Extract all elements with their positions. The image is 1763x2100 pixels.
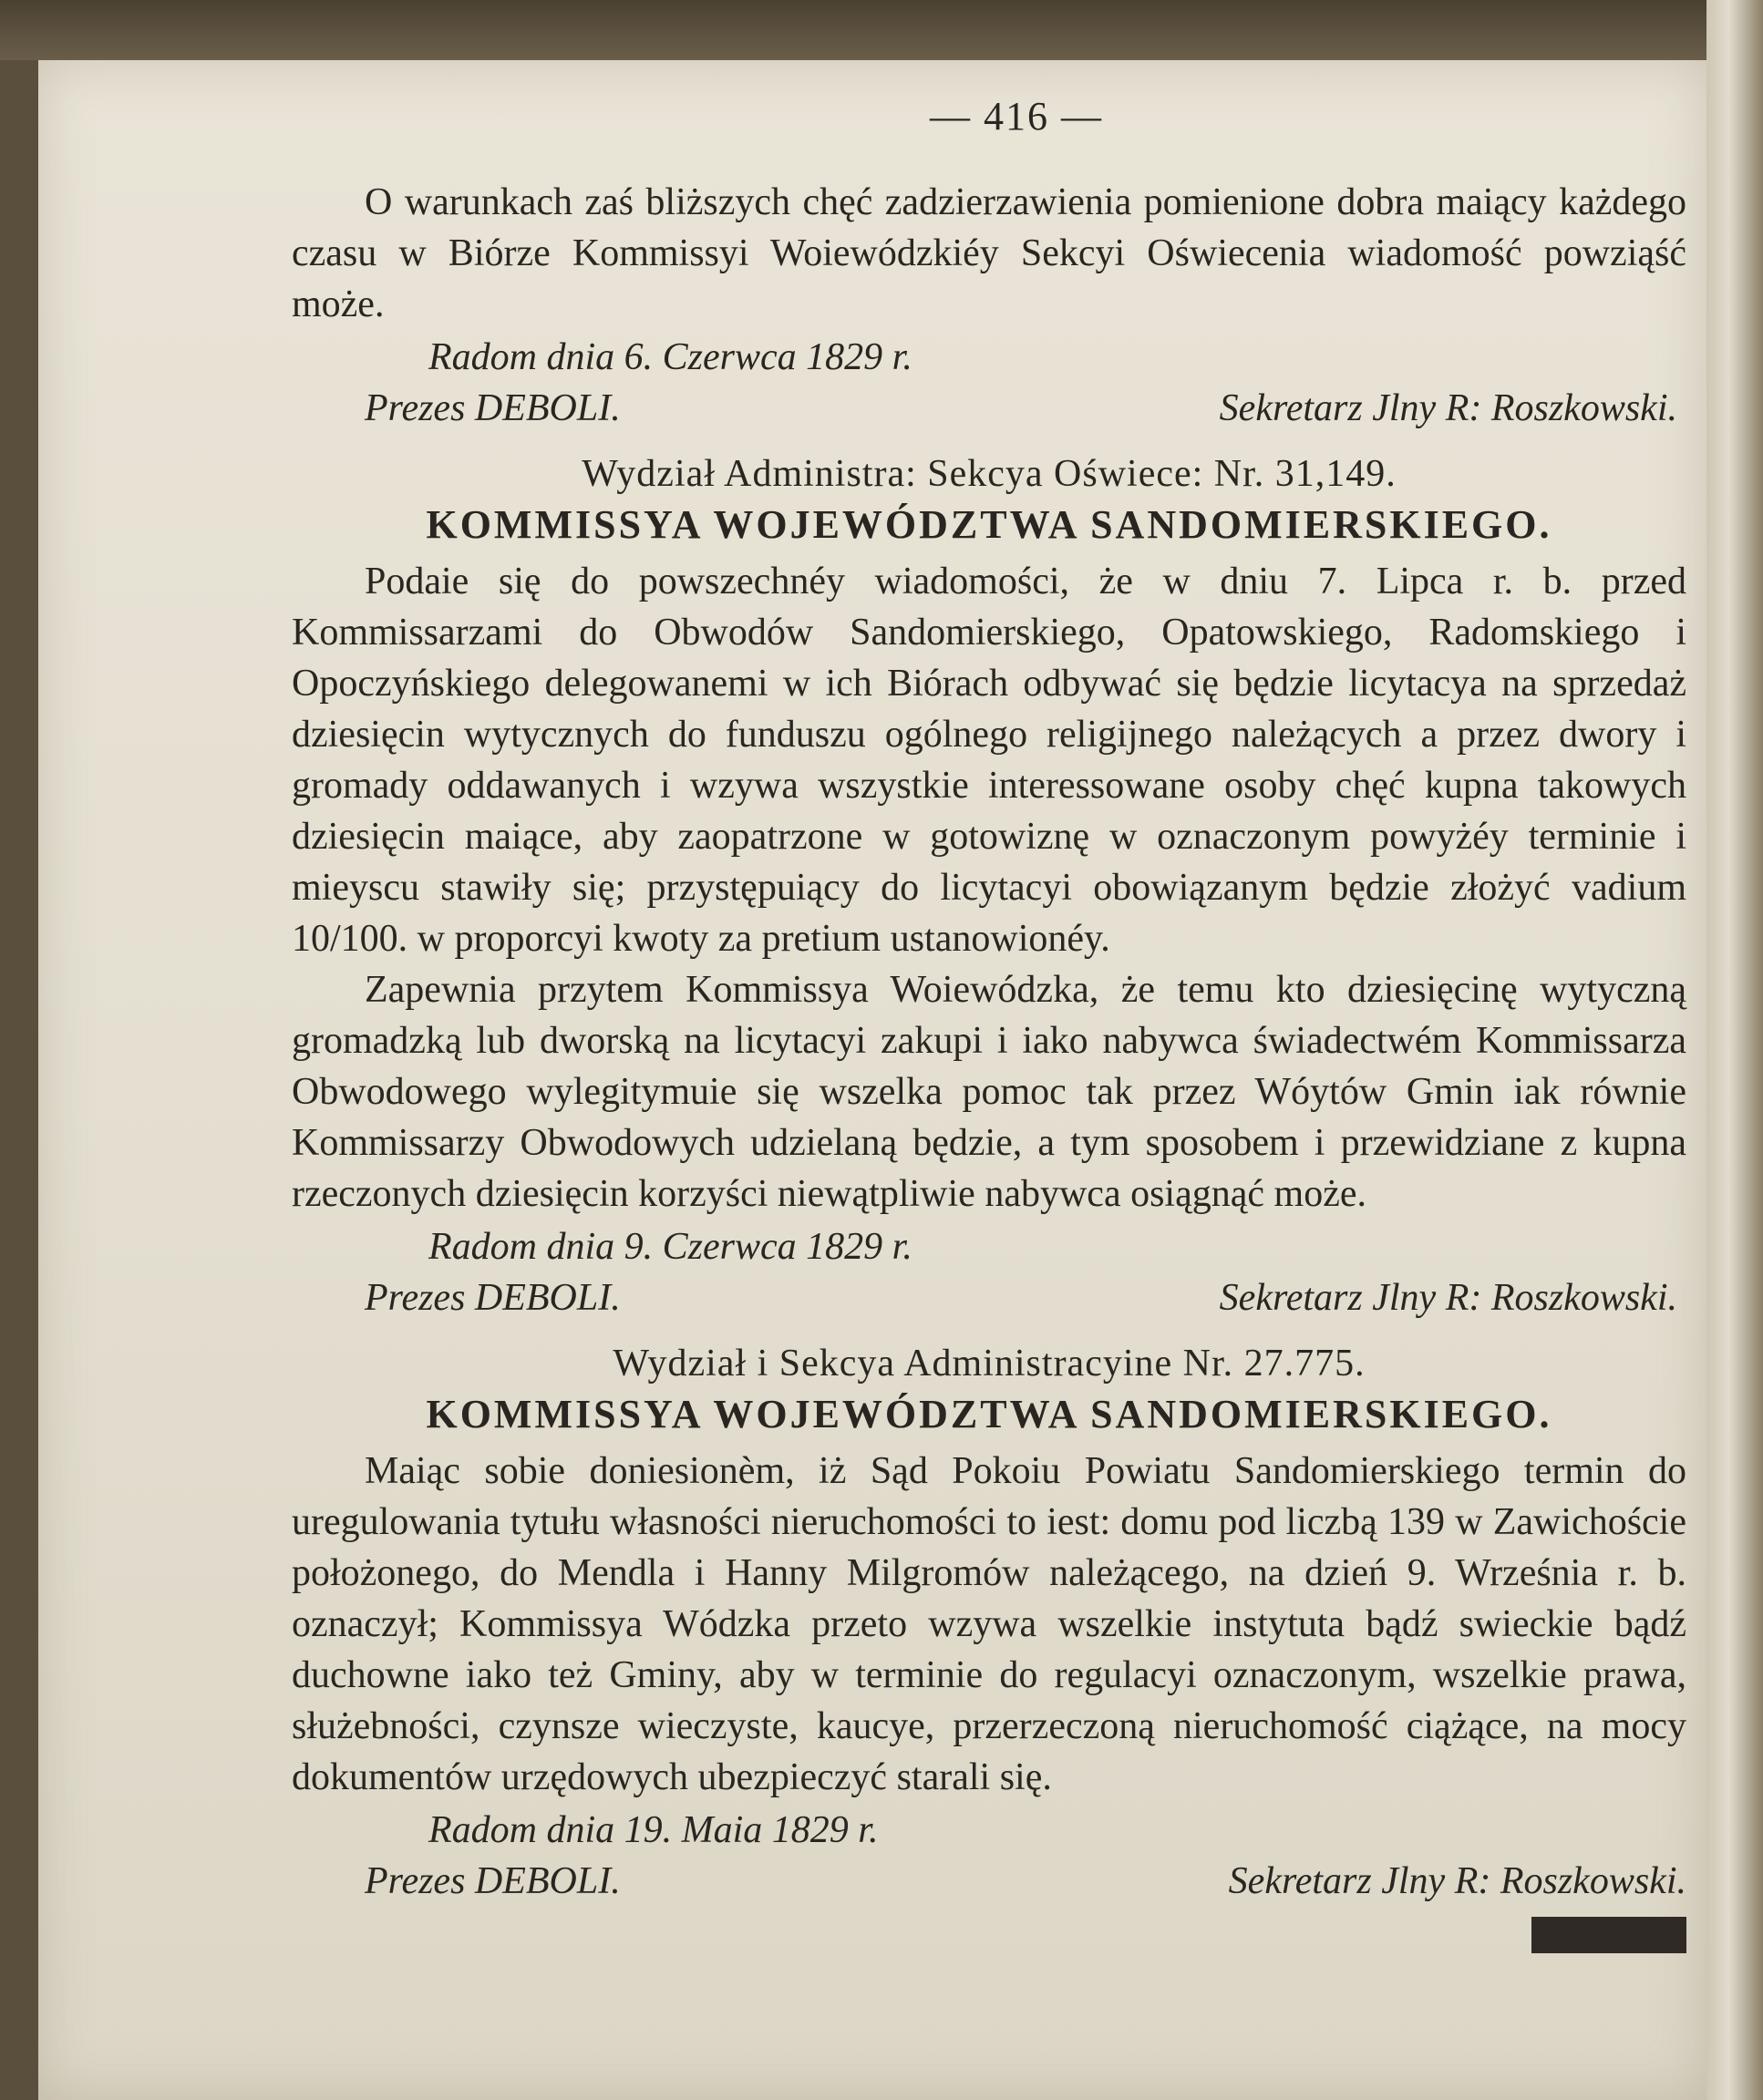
intro-signatures bbox=[292, 383, 1686, 434]
notice1-paragraph-2: Zapewnia przytem Kommissya Woiewódzka, że temu kto dziesięcinę wytyczną gromadzką lub dworską na licytacyi zakupi i iako nabywca świadectwém Kommissarza Obwodowego wylegitymuie się wszelka pomoc tak przez Wóytów Gmin iak równie Kommissarzy Obwodowych udzielaną będzie, a tym sposobem i przewidziane z kupna rzeczonych dziesięcin korzyści niewątpliwie nabywca osiągnąć może. bbox=[292, 969, 1686, 1215]
president-signature: Prezes DEBOLI. bbox=[365, 1277, 621, 1319]
secretary-block bbox=[1229, 1856, 1686, 1958]
president-signature: Prezes DEBOLI. bbox=[365, 387, 621, 429]
page-number: — 416 — bbox=[930, 94, 1103, 139]
notice2-signatures bbox=[292, 1856, 1686, 1958]
intro-paragraph: O warunkach zaś bliższych chęć zadzierzawienia pomienione dobra maiący każdego czasu w Biórze Kommissyi Woiewódzkiéy Sekcyi Oświecenia wiadomość powziąść może. bbox=[292, 181, 1686, 325]
notice2-department: Wydział i Sekcya Administracyine Nr. 27.775. bbox=[613, 1343, 1366, 1385]
secretary-signature: Sekretarz Jlny R: Roszkowski. bbox=[1219, 387, 1677, 429]
secretary-signature: Sekretarz Jlny R: Roszkowski. bbox=[1219, 1277, 1677, 1319]
notice1-department: Wydział Administra: Sekcya Oświece: Nr. 31,149. bbox=[582, 453, 1397, 495]
notice1-signatures bbox=[292, 1272, 1686, 1323]
document-body bbox=[292, 91, 1686, 1958]
notice1-paragraph-1: Podaie się do powszechnéy wiadomości, że w dniu 7. Lipca r. b. przed Kommissarzami do Obwodów Sandomierskiego, Opatowskiego, Radomskiego i Opoczyńskiego delegowanemi w ich Biórach odbywać się będzie licytacya na sprzedaż dziesięcin wytycznych do funduszu ogólnego religijnego należących a przez dwory i gromady oddawanych i wzywa wszystkie interessowane osoby chęć kupna takowych dziesięcin maiące, aby zaopatrzone w gotowiznę w oznaczonym powyżéy terminie i mieyscu stawiły się; przystępuiący do licytacyi obowiązanym będzie złożyć vadium 10/100. w proporcyi kwoty za pretium ustanowionéy. bbox=[292, 561, 1686, 960]
notice2-date: Radom dnia 19. Maia 1829 r. bbox=[428, 1809, 879, 1851]
president-signature: Prezes DEBOLI. bbox=[365, 1860, 621, 1902]
intro-date: Radom dnia 6. Czerwca 1829 r. bbox=[428, 336, 912, 378]
notice2-paragraph-1: Maiąc sobie doniesionèm, iż Sąd Pokoiu Powiatu Sandomierskiego termin do uregulowania tytułu własności nieruchomości to iest: domu pod liczbą 139 w Zawichoście położonego, do Mendla i Hanny Milgromów należącego, na dzień 9. Września r. b. oznaczył; Kommissya Wódzka przeto wzywa wszelkie instytuta bądź swieckie bądź duchowne iako też Gminy, aby w terminie do regulacyi oznaczonym, wszelkie prawa, służebności, czynsze wieczyste, kaucye, przerzeczoną nieruchomość ciążące, na mocy dokumentów urzędowych ubezpieczyć starali się. bbox=[292, 1450, 1686, 1798]
secretary-signature: Sekretarz Jlny R: Roszkowski. bbox=[1228, 1860, 1686, 1902]
notice1-date: Radom dnia 9. Czerwca 1829 r. bbox=[428, 1226, 912, 1268]
ink-stamp bbox=[1531, 1917, 1686, 1953]
notice2-heading: KOMMISSYA WOJEWÓDZTWA SANDOMIERSKIEGO. bbox=[426, 1392, 1552, 1436]
notice1-heading: KOMMISSYA WOJEWÓDZTWA SANDOMIERSKIEGO. bbox=[426, 502, 1552, 547]
page-gutter-edge bbox=[1706, 0, 1763, 2100]
scan-top-edge bbox=[0, 0, 1763, 60]
